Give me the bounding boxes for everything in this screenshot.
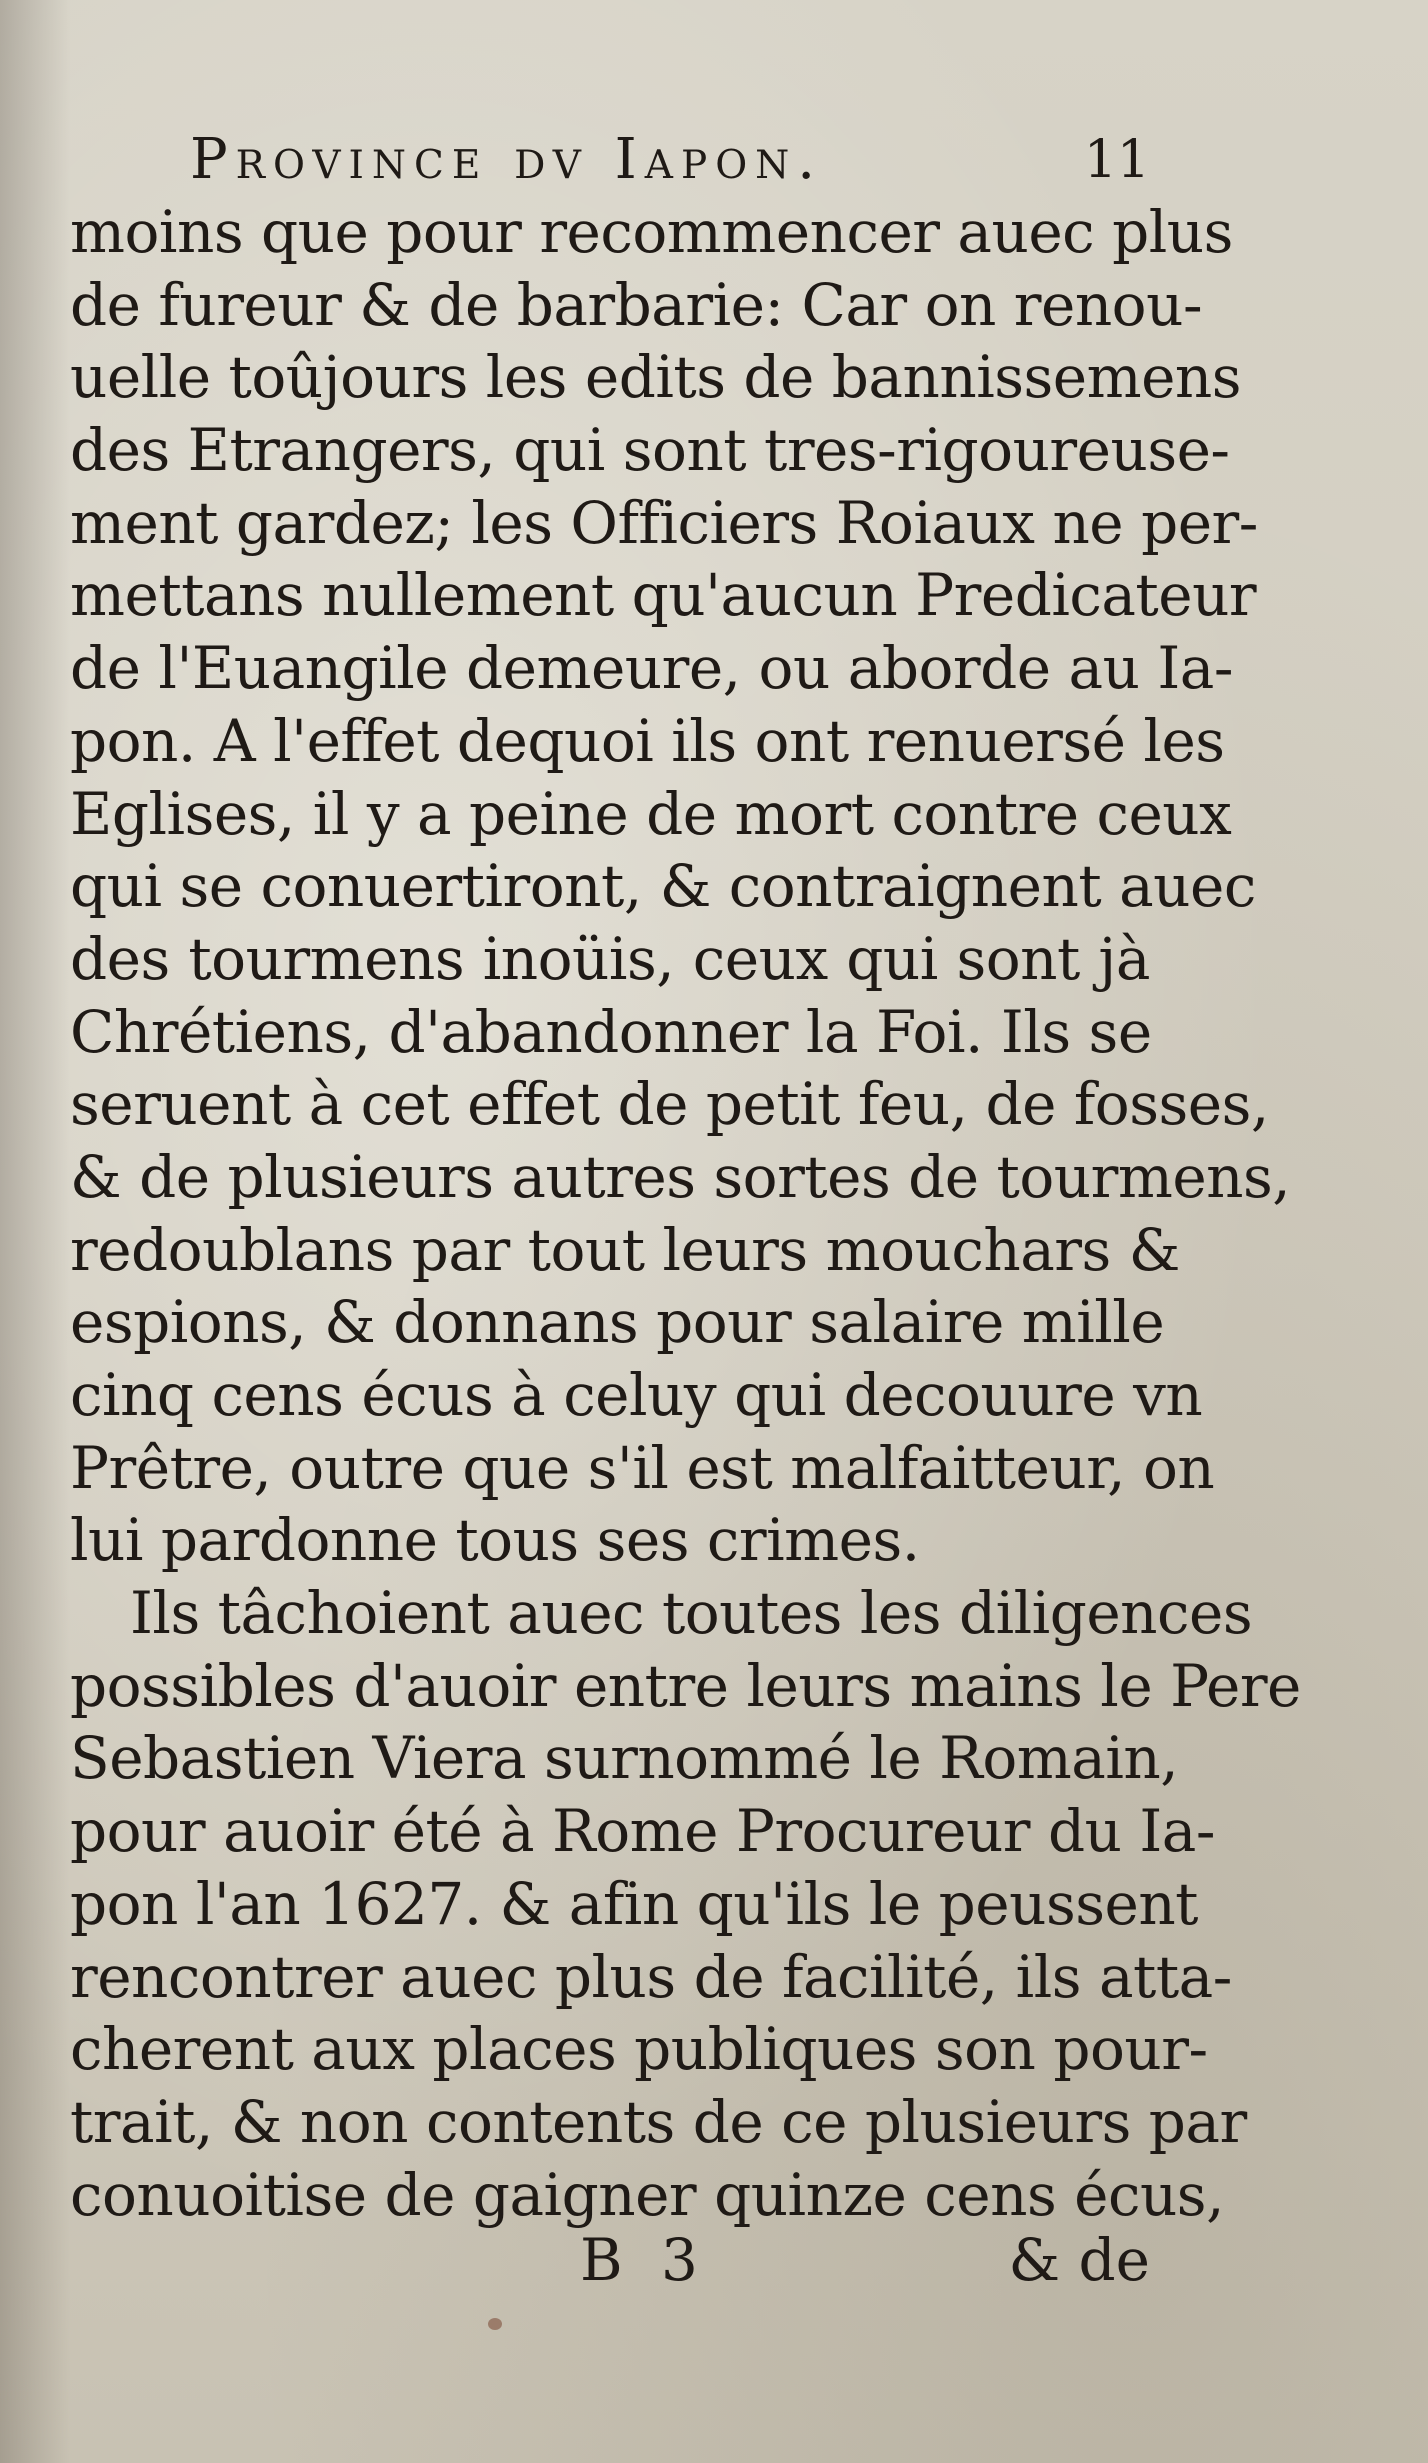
text-line: des tourmens inoüis, ceux qui sont jà — [70, 924, 1150, 993]
text-line: pon. A l'effet dequoi ils ont renuersé les — [70, 706, 1225, 775]
text-line: moins que pour recommencer auec plus — [70, 198, 1233, 266]
catchword: & de — [1008, 2226, 1150, 2294]
text-line: trait, & non contents de ce plusieurs par — [70, 2087, 1247, 2156]
text-line: cherent aux places publiques son pour- — [70, 2015, 1208, 2084]
text-line: pon l'an 1627. & afin qu'ils le peussent — [70, 1869, 1198, 1938]
text-block — [70, 196, 1301, 2231]
page-number: 11 — [1083, 130, 1150, 190]
signature-mark: B 3 — [580, 2226, 708, 2294]
text-line: Chrétiens, d'abandonner la Foi. Ils se — [70, 997, 1152, 1066]
ink-spot — [488, 2318, 502, 2330]
text-line: pour auoir été à Rome Procureur du Ia- — [70, 1797, 1215, 1866]
text-line: conuoitise de gaigner quinze cens écus, — [70, 2160, 1225, 2229]
gutter-shadow — [0, 0, 70, 2463]
text-line: & de plusieurs autres sortes de tourmens, — [70, 1142, 1291, 1211]
text-line: lui pardonne tous ses crimes. — [70, 1506, 920, 1575]
text-line: rencontrer auec plus de facilité, ils atta- — [70, 1942, 1232, 2011]
text-line: Sebastien Viera surnommé le Romain, — [70, 1724, 1179, 1793]
text-line-paragraph-start: Ils tâchoient auec toutes les diligences — [130, 1579, 1253, 1648]
text-line: mettans nullement qu'aucun Predicateur — [70, 561, 1257, 630]
text-line: possibles d'auoir entre leurs mains le Pere — [70, 1651, 1301, 1720]
text-line: uelle toûjours les edits de bannissemens — [70, 343, 1242, 412]
text-line: des Etrangers, qui sont tres-rigoureuse- — [70, 416, 1230, 485]
running-title: Province dv Iapon. — [190, 127, 824, 192]
text-line: espions, & donnans pour salaire mille — [70, 1288, 1165, 1357]
text-line: Eglises, il y a peine de mort contre ceux — [70, 779, 1232, 848]
text-line: ment gardez; les Officiers Roiaux ne per- — [70, 488, 1258, 557]
text-line: redoublans par tout leurs mouchars & — [70, 1215, 1180, 1284]
text-line: qui se conuertiront, & contraignent auec — [70, 852, 1256, 921]
text-line: de l'Euangile demeure, ou aborde au Ia- — [70, 634, 1233, 703]
text-line: cinq cens écus à celuy qui decouure vn — [70, 1361, 1203, 1429]
text-line: Prêtre, outre que s'il est malfaitteur, on — [70, 1433, 1215, 1502]
text-line: seruent à cet effet de petit feu, de fosses, — [70, 1070, 1269, 1139]
text-line: de fureur & de barbarie: Car on renou- — [70, 270, 1203, 339]
page-header — [190, 120, 1150, 200]
page-footer — [70, 2215, 1150, 2305]
